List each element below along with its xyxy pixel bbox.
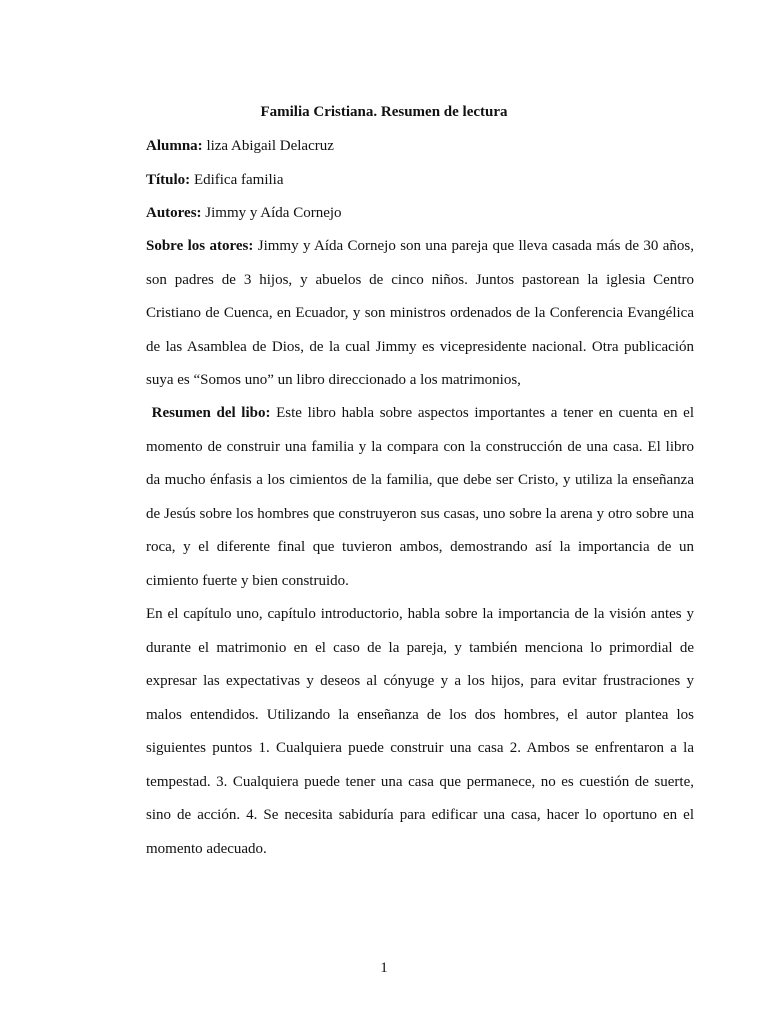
document-title: Familia Cristiana. Resumen de lectura [260, 104, 508, 120]
paragraph-capitulo-uno [146, 598, 694, 866]
field-alumna-value: liza Abigail Delacruz [202, 138, 334, 154]
field-alumna-label: Alumna: [146, 138, 203, 154]
resumen-label: Resumen del libo: [151, 405, 271, 421]
sobre-autores-text: Jimmy y Aída Cornejo son una pareja que lleva casada más de 30 años, son padres de 3 hijos, y abuelos de cinco niños. Juntos pastorean la iglesia Centro Cristiano de Cuenca, en Ecuador, y son ministros ordenados de la Conferencia Evangélica de las Asamblea de Dios, de la cual Jimmy es vicepresidente nacional. Otra publicación suya es “Somos uno” un libro direccionado a los matrimonios, [146, 238, 695, 388]
page-number: 1 [380, 960, 388, 976]
field-autores-label: Autores: [146, 205, 202, 221]
field-titulo [146, 170, 283, 190]
field-alumna [146, 136, 334, 156]
capitulo-uno-text: En el capítulo uno, capítulo introductorio, habla sobre la importancia de la visión antes y durante el matrimonio en el caso de la pareja, y también menciona lo primordial de expresar las expectativas y deseos al cónyuge y a los hijos, para evitar frustraciones y malos entendidos. Utilizando la enseñanza de los dos hombres, el autor plantea los siguientes puntos 1. Cualquiera puede construir una casa 2. Ambos se enfrentaron a la tempestad. 3. Cualquiera puede tener una casa que permanece, no es cuestión de suerte, sino de acción. 4. Se necesita sabiduría para edificar una casa, hacer lo oportuno en el momento adecuado. [146, 606, 694, 857]
sobre-autores-label: Sobre los atores: [146, 238, 254, 254]
field-autores-value: Jimmy y Aída Cornejo [201, 205, 342, 221]
paragraph-resumen [146, 397, 694, 598]
field-titulo-value: Edifica familia [190, 172, 284, 188]
resumen-text: Este libro habla sobre aspectos importantes a tener en cuenta en el momento de construir una familia y la compara con la construcción de una casa. El libro da mucho énfasis a los cimientos de la familia, que debe ser Cristo, y utiliza la enseñanza de Jesús sobre los hombres que construyeron sus casas, uno sobre la arena y otro sobre una roca, y el diferente final que tuvieron ambos, demostrando así la importancia de un cimiento fuerte y bien construido. [146, 405, 694, 589]
paragraph-sobre-autores [146, 230, 694, 398]
field-autores [146, 203, 342, 223]
field-titulo-label: Título: [146, 172, 191, 188]
